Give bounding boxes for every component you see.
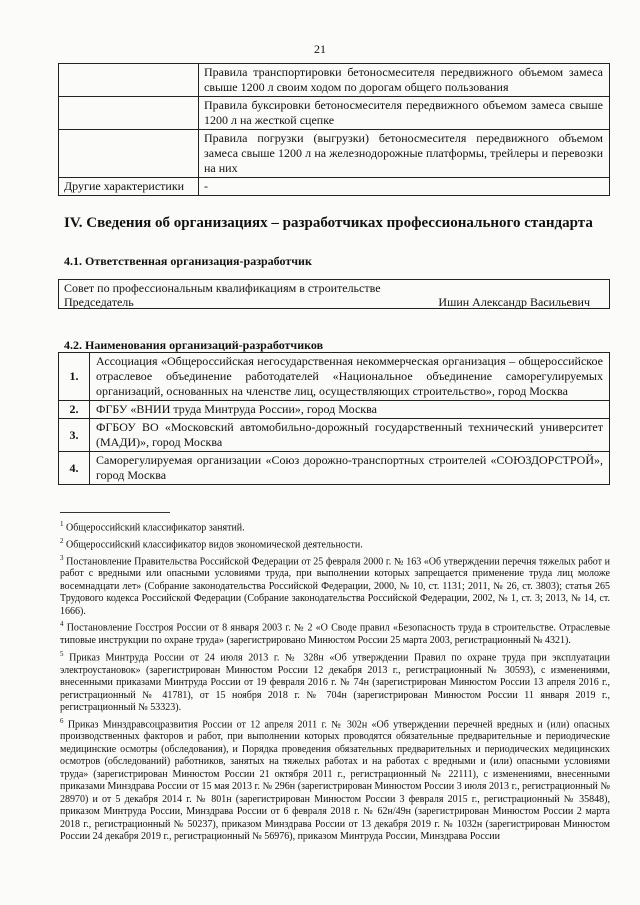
org-name: ФГБУ «ВНИИ труда Минтруда России», город Москва (90, 401, 610, 419)
org-name: ФГБОУ ВО «Московский автомобильно-дорожный государственный технический университет (МАДИ)», город Москва (90, 419, 610, 452)
footnote: $^6$ Приказ Минздравсоцразвития России от 12 апреля 2011 г. № 302н «Об утверждении перечней вредных и (или) опасных производственных факторов и работ, при выполнении которых проводятся обязательные предварительные и периодические медицинские осмотры (обследования), и Порядка проведения обязательных предварительных и периодических медицинских осмотров (обследований) работников, занятых на тяжелых работах и на работах с вредными и (или) опасными условиями труда» (зарегистрирован Минюстом России 21 октября 2011 г., регистрационный № 22111), с изменениями, внесенными приказами Минздрава России от 15 мая 2013 г. № 296н (зарегистрирован Минюстом России 3 июля 2013 г., регистрационный № 28970) и от 5 декабря 2014 г. № 801н (зарегистрирован Минюстом России 3 февраля 2015 г., регистрационный № 35848), приказом Минтруда России, Минздрава России от 6 февраля 2018 г. № 62н/49н (зарегистрирован Минюстом России 2 марта 2018 г., регистрационный № 50237), приказом Минздрава России от 13 декабря 2019 г. № 1032н (зарегистрирован Минюстом России 24 декабря 2019 г., регистрационный № 56976), приказом Минтруда России, Минздрава России (60, 716, 610, 843)
row-text: Правила буксировки бетоносмесителя передвижного объемом замеса свыше 1200 л на жесткой сцепке (199, 97, 610, 130)
row-number: 4. (59, 452, 90, 485)
footnote: $^2$ Общероссийский классификатор видов экономической деятельности. (60, 536, 363, 551)
row-number: 1. (59, 353, 90, 401)
row-label (59, 97, 199, 130)
footnote: $^1$ Общероссийский классификатор занятий. (60, 520, 245, 534)
row-label (59, 64, 199, 97)
org-name: Ассоциация «Общероссийская негосударственная некоммерческая организация – общероссийское отраслевое объединение работодателей «Национальное объединение саморегулируемых организаций, основанных на членстве лиц, осуществляющих строительство», город Москва (90, 353, 610, 401)
org-name: Саморегулируемая организации «Союз дорожно-транспортных строителей «СОЮЗДОРСТРОЙ», город Москва (90, 452, 610, 485)
table-row (59, 419, 610, 452)
developers-heading: 4.2. Наименования организаций-разработчиков (64, 338, 324, 352)
table-row (59, 64, 610, 97)
signatory-name: Ишин Александр Васильевич (438, 295, 590, 309)
table-row (59, 178, 610, 196)
row-label: Другие характеристики (59, 178, 199, 196)
table-row (59, 452, 610, 485)
responsible-signatory (64, 295, 604, 309)
footnotes (60, 518, 610, 844)
footnote-divider (60, 512, 170, 513)
characteristics-table (58, 63, 610, 196)
table-row (59, 97, 610, 130)
row-number: 2. (59, 401, 90, 419)
responsible-org-name: Совет по профессиональным квалификациям в строительстве (64, 281, 381, 295)
footnote: $^4$ Постановление Госстроя России от 8 января 2003 г. № 2 «О Своде правил «Безопасность труда в строительстве. Отраслевые типовые инструкции по охране труда» (зарегистрировано Минюстом России 25 марта 2003, регистрационный № 4321). (60, 620, 610, 647)
responsible-heading: 4.1. Ответственная организация-разработчик (64, 254, 312, 268)
footnote: $^3$ Постановление Правительства Российской Федерации от 25 февраля 2000 г. № 163 «Об утверждении перечня тяжелых работ и работ с вредными или опасными условиями труда, при выполнении которых запрещается применение труда лиц моложе восемнадцати лет» (Собрание законодательства Российской Федерации, 2000, № 10, ст. 1131; 2011, № 26, ст. 3803); статья 265 Трудового кодекса Российской Федерации (Собрание законодательства Российской Федерации, 2002, № 1, ст. 3; 2013, № 14, ст. 1666). (60, 553, 610, 617)
row-number: 3. (59, 419, 90, 452)
signatory-role: Председатель (64, 295, 134, 309)
table-row (59, 353, 610, 401)
table-row (59, 130, 610, 178)
section-title: IV. Сведения об организациях – разработчиках профессионального стандарта (64, 215, 593, 231)
page-number: 21 (314, 42, 326, 56)
row-text: Правила транспортировки бетоносмесителя передвижного объемом замеса свыше 1200 л своим ходом по дорогам общего пользования (199, 64, 610, 97)
footnote: $^5$ Приказ Минтруда России от 24 июля 2013 г. № 328н «Об утверждении Правил по охране труда при эксплуатации электроустановок» (зарегистрирован Минюстом России 12 декабря 2013 г., регистрационный № 30593), с изменениями, внесенными приказами Минтруда России от 19 февраля 2016 г. № 74н (зарегистрирован Минюстом России 13 апреля 2016 г., регистрационный № 41781), от 15 ноября 2018 г. № 704н (зарегистрирован Минюстом России 11 января 2019 г., регистрационный № 53323). (60, 649, 611, 714)
responsible-org-box (58, 279, 610, 309)
row-text: - (199, 178, 610, 196)
row-text: Правила погрузки (выгрузки) бетоносмесителя передвижного объемом замеса свыше 1200 л на железнодорожные платформы, трейлеры и перевозки на них (199, 130, 610, 178)
table-row (59, 401, 610, 419)
developers-table (58, 352, 610, 485)
row-label (59, 130, 199, 178)
